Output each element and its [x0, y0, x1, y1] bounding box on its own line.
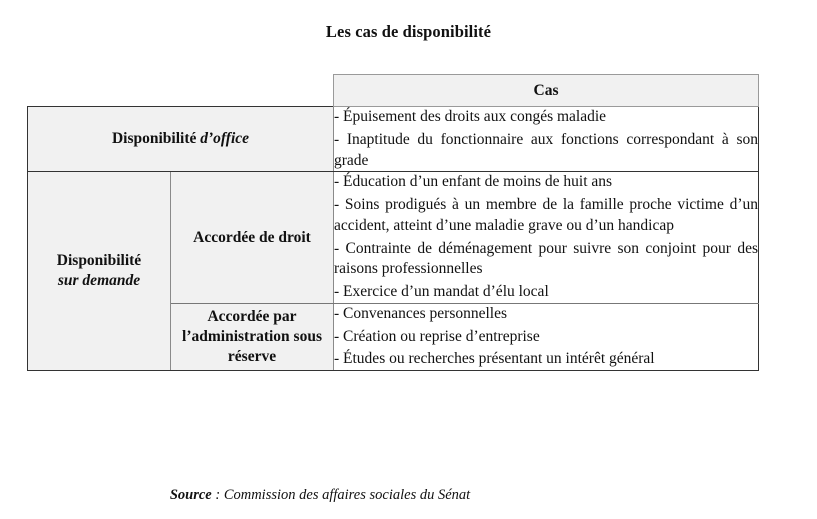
table-row [28, 107, 759, 172]
cases-cell-accordee-par-administration [334, 303, 759, 370]
case-item: - Contrainte de déménagement pour suivre son conjoint pour des raisons professionnelles [334, 239, 758, 278]
header-empty-cell [28, 75, 334, 107]
case-item: - Exercice d’un mandat d’élu local [334, 283, 549, 301]
group-name-italic: sur demande [57, 272, 141, 290]
case-item: - Soins prodigués à un membre de la famille proche victime d’un accident, atteint d’une maladie grave ou d’un handicap [334, 196, 758, 234]
case-item: - Éducation d’un enfant de moins de huit ans [334, 173, 613, 191]
source-label: Source [169, 487, 212, 503]
group-name-main: Disponibilité [111, 130, 197, 148]
group-name-italic: d’office [200, 130, 250, 148]
page-title: Les cas de disponibilité [325, 22, 492, 41]
subgroup-label-accordee-de-droit: Accordée de droit [171, 172, 334, 304]
case-item: - Création ou reprise d’entreprise [334, 327, 540, 345]
subgroup-label-accordee-par-administration: Accordée par l’administration sous réserve [171, 303, 334, 370]
cases-cell-accordee-de-droit [334, 172, 759, 304]
source-note [0, 487, 640, 504]
case-item: - Études ou recherches présentant un intérêt général [334, 350, 655, 368]
table-header-row [28, 75, 759, 107]
table-row [28, 172, 759, 304]
source-text: : Commission des affaires sociales du Sénat [211, 487, 471, 503]
cas-table [27, 74, 759, 371]
column-header-cas: Cas [334, 75, 759, 107]
group-label-disponibilite-sur-demande [28, 172, 171, 371]
cas-table-container [27, 74, 758, 371]
case-item: - Convenances personnelles [334, 304, 508, 322]
case-item: - Inaptitude du fonctionnaire aux fonctions correspondant à son grade [334, 130, 758, 169]
group-label-disponibilite-office [28, 107, 334, 172]
group-name-main: Disponibilité [56, 252, 142, 270]
cases-cell-office [334, 107, 759, 172]
case-item: - Épuisement des droits aux congés maladie [334, 108, 607, 125]
